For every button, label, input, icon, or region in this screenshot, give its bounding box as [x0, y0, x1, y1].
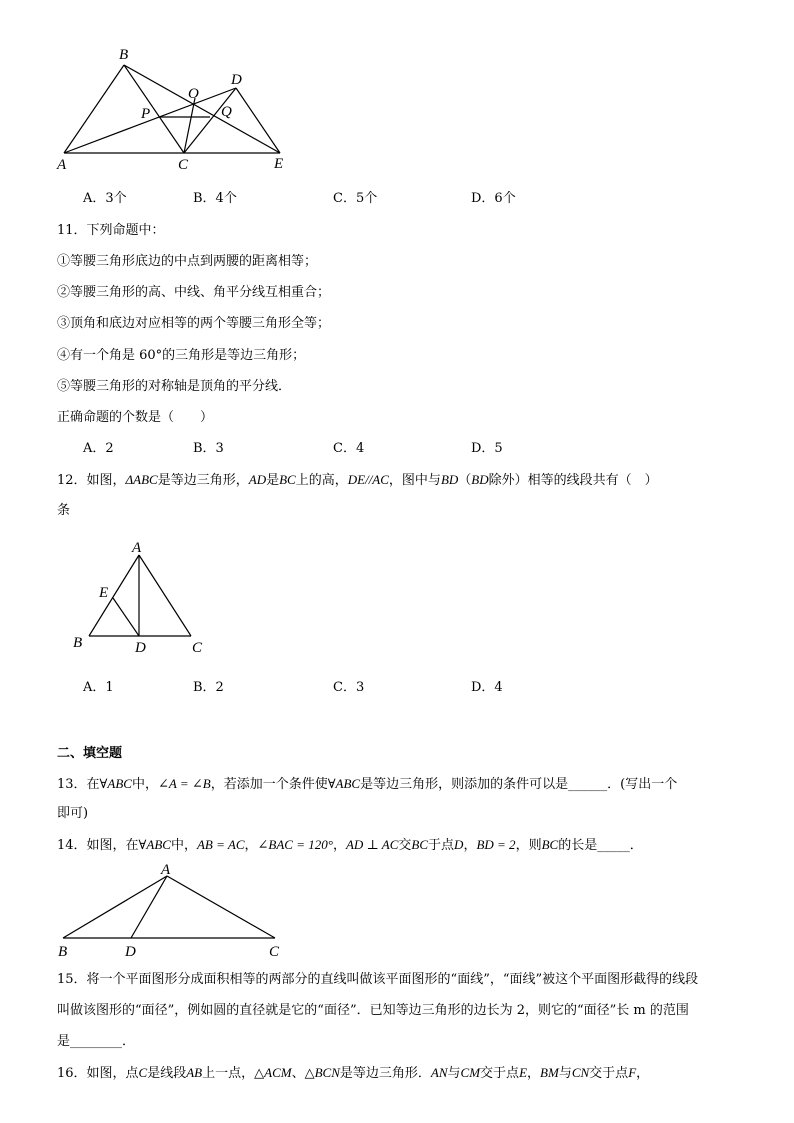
q11-item-1: ①等腰三角形底边的中点到两腰的距离相等； [57, 254, 318, 269]
fig10-label-B: B [119, 47, 129, 63]
figure-q10 [50, 40, 310, 175]
fig10-label-O: O [188, 86, 199, 102]
fig12-label-E: E [99, 585, 109, 601]
fig14-label-A: A [161, 862, 171, 878]
fig14-label-B: B [58, 944, 68, 960]
q12-stem: 12．如图，ΔABC是等边三角形，AD是BC上的高，DE//AC，图中与BD（BD除外）相等的线段共有（ ） [57, 472, 658, 488]
q11-option-a: A．2 [83, 441, 114, 456]
q15-line-3: 是________． [57, 1034, 136, 1049]
fig12-label-C: C [192, 640, 203, 656]
fig14-label-D: D [125, 944, 136, 960]
q15-line-1: 15．将一个平面图形分成面积相等的两部分的直线叫做该平面图形的“面线”，“面线”被这个平面图形截得的线段 [57, 972, 699, 987]
fig10-label-E: E [274, 156, 284, 172]
q13-stem-line2: 即可) [57, 806, 89, 821]
fig12-label-A: A [132, 540, 142, 556]
q10-option-d: D．6个 [471, 191, 516, 206]
section-title-fill-in: 二、填空题 [57, 746, 123, 761]
q10-option-c: C．5个 [333, 191, 378, 206]
fig10-label-C: C [178, 157, 189, 173]
q11-item-5: ⑤等腰三角形的对称轴是顶角的平分线． [57, 379, 292, 394]
q11-stem: 11．下列命题中： [57, 223, 165, 238]
q10-option-a: A．3个 [83, 191, 127, 206]
fig12-label-D: D [135, 640, 146, 656]
fig14-label-C: C [269, 944, 280, 960]
q12-option-b: B．2 [193, 680, 224, 695]
q12-option-d: D．4 [471, 680, 503, 695]
q11-option-d: D．5 [471, 441, 503, 456]
figure-q14 [55, 860, 295, 965]
q11-ask: 正确命题的个数是（ ） [57, 410, 214, 425]
q11-item-2: ②等腰三角形的高、中线、角平分线互相重合； [57, 285, 331, 300]
q12-option-a: A．1 [83, 680, 114, 695]
q10-option-b: B．4个 [193, 191, 237, 206]
q11-item-4: ④有一个角是 60°的三角形是等边三角形； [57, 348, 306, 363]
fig10-label-Q: Q [221, 104, 232, 120]
q11-option-b: B．3 [193, 441, 224, 456]
fig10-label-D: D [231, 72, 242, 88]
q14-stem: 14．如图，在∀ABC中，AB = AC，∠BAC = 120°，AD ⊥ AC交BC于点D，BD = 2，则BC的长是_____． [57, 837, 643, 853]
fig10-label-A: A [57, 157, 67, 173]
q15-line-2: 叫做该图形的“面径”，例如圆的直径就是它的“面径”．已知等边三角形的边长为 2，则它的“面径”长 m 的范围 [57, 1003, 689, 1018]
fig10-label-P: P [141, 106, 151, 122]
q11-option-c: C．4 [333, 441, 365, 456]
fig12-label-B: B [73, 635, 83, 651]
q12-stem-line2: 条 [57, 503, 71, 518]
q13-stem: 13．在∀ABC中，∠A = ∠B，若添加一个条件使∀ABC是等边三角形，则添加的条件可以是______．(写出一个 [57, 776, 678, 792]
q12-option-c: C．3 [333, 680, 365, 695]
figure-q12 [65, 535, 225, 660]
q11-item-3: ③顶角和底边对应相等的两个等腰三角形全等； [57, 316, 331, 331]
q16-stem: 16．如图，点C是线段AB上一点，△ACM、△BCN是等边三角形．AN与CM交于点E，BM与CN交于点F， [57, 1065, 650, 1081]
